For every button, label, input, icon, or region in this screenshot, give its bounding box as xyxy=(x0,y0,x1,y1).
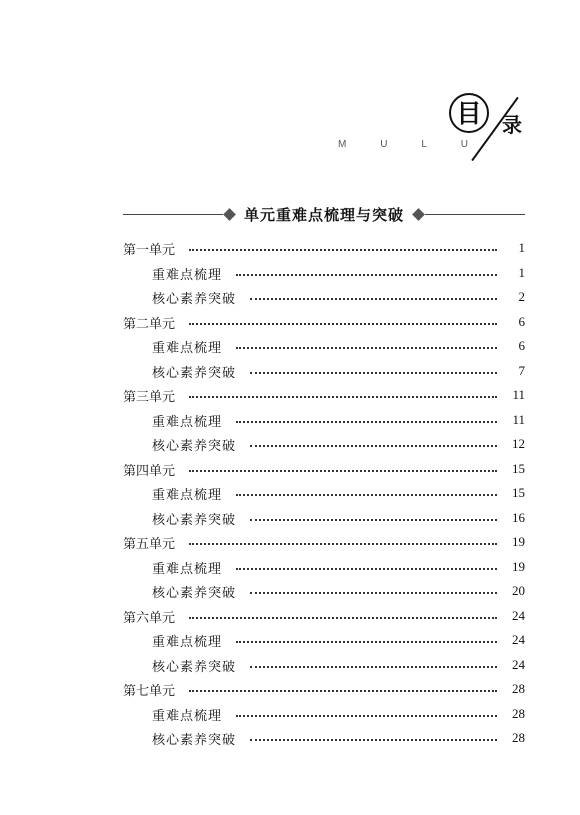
toc-subentry[interactable] xyxy=(152,410,525,430)
toc-dot-leader xyxy=(236,494,497,496)
toc-page-number: 15 xyxy=(512,461,525,476)
toc-entry-label: 核心素养突破 xyxy=(152,585,237,601)
toc-page-number: 11 xyxy=(512,412,525,427)
section-diamond-right xyxy=(412,208,425,221)
toc-subentry[interactable] xyxy=(152,434,525,454)
toc-dot-leader xyxy=(236,421,497,423)
toc-page-number: 28 xyxy=(512,706,525,721)
toc-dot-leader xyxy=(236,715,497,717)
section-diamond-left xyxy=(223,208,236,221)
toc-entry[interactable] xyxy=(123,679,525,699)
toc-subentry[interactable] xyxy=(152,630,525,650)
toc-entry-label: 第一单元 xyxy=(123,242,176,258)
toc-page-number: 28 xyxy=(512,730,525,745)
toc-page-number: 20 xyxy=(512,583,525,598)
toc-dot-leader xyxy=(236,641,497,643)
toc-subentry[interactable] xyxy=(152,508,525,528)
toc-subentry[interactable] xyxy=(152,361,525,381)
toc-entry-label: 重难点梳理 xyxy=(152,708,223,724)
toc-page-number: 1 xyxy=(518,240,525,255)
toc-page-number: 2 xyxy=(518,289,525,304)
toc-dot-leader xyxy=(236,347,497,349)
toc-subentry[interactable] xyxy=(152,704,525,724)
toc-subentry[interactable] xyxy=(152,557,525,577)
toc-dot-leader xyxy=(250,372,497,374)
toc-entry-label: 重难点梳理 xyxy=(152,267,223,283)
mulu-letter: M xyxy=(338,139,347,150)
toc-entry-label: 第四单元 xyxy=(123,463,176,479)
section-heading xyxy=(123,204,525,226)
toc-page-number: 28 xyxy=(512,681,525,696)
toc-entry[interactable] xyxy=(123,385,525,405)
toc-dot-leader xyxy=(189,690,497,692)
toc-dot-leader xyxy=(250,298,497,300)
toc-dot-leader xyxy=(250,666,497,668)
toc-dot-leader xyxy=(236,274,497,276)
toc-entry-label: 重难点梳理 xyxy=(152,487,223,503)
mulu-letter: L xyxy=(421,139,427,150)
toc-entry-label: 核心素养突破 xyxy=(152,512,237,528)
toc-subentry[interactable] xyxy=(152,655,525,675)
toc-dot-leader xyxy=(250,739,497,741)
section-rule-right xyxy=(425,214,525,215)
toc-entry-label: 核心素养突破 xyxy=(152,291,237,307)
toc-page-number: 19 xyxy=(512,559,525,574)
toc-page-number: 7 xyxy=(518,363,525,378)
toc-subentry[interactable] xyxy=(152,263,525,283)
toc-entry-label: 重难点梳理 xyxy=(152,634,223,650)
toc-dot-leader xyxy=(189,396,497,398)
toc-subentry[interactable] xyxy=(152,483,525,503)
toc-dot-leader xyxy=(236,568,497,570)
toc-entry[interactable] xyxy=(123,312,525,332)
toc-page-number: 6 xyxy=(518,314,525,329)
toc-page-number: 24 xyxy=(512,608,525,623)
section-title: 单元重难点梳理与突破 xyxy=(243,206,404,224)
toc-entry-label: 第二单元 xyxy=(123,316,176,332)
toc-entry-label: 第三单元 xyxy=(123,389,176,405)
toc-entry[interactable] xyxy=(123,238,525,258)
toc-entry-label: 核心素养突破 xyxy=(152,365,237,381)
toc-dot-leader xyxy=(189,323,497,325)
toc-subentry[interactable] xyxy=(152,728,525,748)
toc-entry-label: 核心素养突破 xyxy=(152,438,237,454)
toc-subentry[interactable] xyxy=(152,287,525,307)
toc-entry-label: 第六单元 xyxy=(123,610,176,626)
toc-dot-leader xyxy=(250,445,497,447)
toc-subentry[interactable] xyxy=(152,336,525,356)
toc-dot-leader xyxy=(189,617,497,619)
toc-entry[interactable] xyxy=(123,532,525,552)
toc-entry-label: 核心素养突破 xyxy=(152,732,237,748)
mulu-letter: U xyxy=(380,139,388,150)
toc-page-number: 6 xyxy=(518,338,525,353)
toc-entry-label: 第七单元 xyxy=(123,683,176,699)
toc-subentry[interactable] xyxy=(152,581,525,601)
toc-page-number: 16 xyxy=(512,510,525,525)
toc-page-number: 11 xyxy=(512,387,525,402)
mulu-letter: U xyxy=(460,139,468,150)
toc-dot-leader xyxy=(189,543,497,545)
mulu-romanization xyxy=(338,139,468,153)
section-rule-left xyxy=(123,214,223,215)
toc-entry-label: 核心素养突破 xyxy=(152,659,237,675)
toc-page-number: 15 xyxy=(512,485,525,500)
toc-entry-label: 重难点梳理 xyxy=(152,561,223,577)
toc-dot-leader xyxy=(189,249,497,251)
toc-entry[interactable] xyxy=(123,459,525,479)
toc-entry-label: 重难点梳理 xyxy=(152,414,223,430)
toc-page-number: 24 xyxy=(512,632,525,647)
toc-page-number: 12 xyxy=(512,436,525,451)
contents-circle-glyph: 目 xyxy=(449,93,489,133)
toc-entry[interactable] xyxy=(123,606,525,626)
toc-page-number: 19 xyxy=(512,534,525,549)
toc-page-number: 1 xyxy=(518,265,525,280)
toc-page-number: 24 xyxy=(512,657,525,672)
toc-dot-leader xyxy=(189,470,497,472)
toc-dot-leader xyxy=(250,519,497,521)
toc-entry-label: 重难点梳理 xyxy=(152,340,223,356)
toc-entry-label: 第五单元 xyxy=(123,536,176,552)
toc-dot-leader xyxy=(250,592,497,594)
contents-second-glyph: 录 xyxy=(502,113,522,137)
